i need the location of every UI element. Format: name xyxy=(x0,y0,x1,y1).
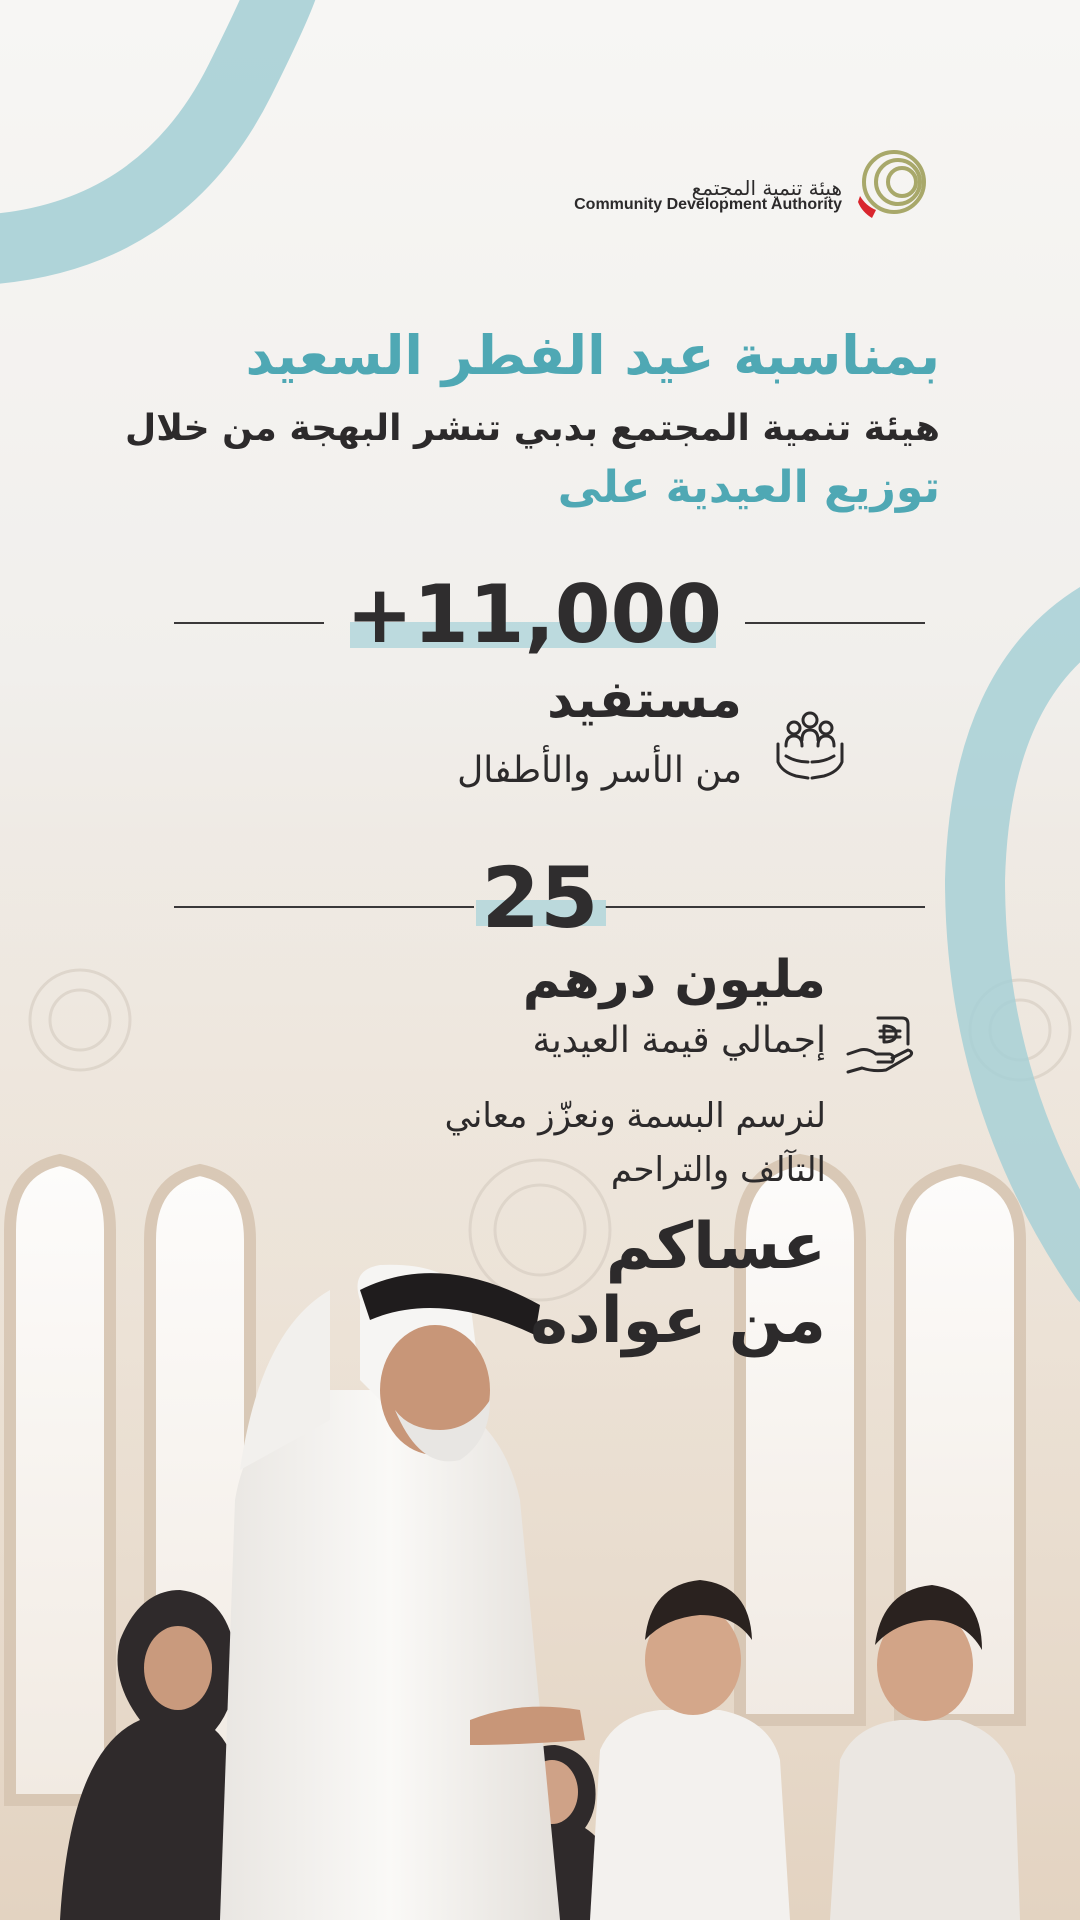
family-hands-icon xyxy=(772,706,848,782)
stat-amount-value: 25 xyxy=(481,849,599,947)
logo-english-name: Community Development Authority xyxy=(574,196,842,213)
divider-line-right-2 xyxy=(605,906,925,908)
dirham-hand-icon xyxy=(844,1014,916,1080)
message-line1: لنرسم البسمة ونعزّز معاني xyxy=(444,1096,826,1136)
greeting-line2: من عواده xyxy=(530,1284,826,1358)
divider-line-left xyxy=(174,622,324,624)
stat-beneficiaries-label: مستفيد xyxy=(546,670,742,730)
cda-logo-mark-icon xyxy=(854,148,930,220)
headline-eid: بمناسبة عيد الفطر السعيد xyxy=(245,324,940,387)
stat-beneficiaries-sublabel: من الأسر والأطفال xyxy=(457,750,742,791)
greeting-line1: عساكم xyxy=(605,1210,826,1284)
teal-swoosh-top xyxy=(0,0,285,250)
divider-line-right xyxy=(745,622,925,624)
headline-distribution: توزيع العيدية على xyxy=(557,462,940,513)
headline-authority: هيئة تنمية المجتمع بدبي تنشر البهجة من خلال xyxy=(125,408,940,449)
stat-beneficiaries-value: +11,000 xyxy=(346,568,722,661)
logo-arabic-name: هيئة تنمية المجتمع xyxy=(691,176,842,200)
message-line2: التآلف والتراحم xyxy=(610,1150,826,1190)
divider-line-left-2 xyxy=(174,906,474,908)
cda-logo xyxy=(470,148,930,220)
stat-amount-sublabel: إجمالي قيمة العيدية xyxy=(532,1020,826,1061)
stat-amount-label: مليون درهم xyxy=(522,950,826,1010)
